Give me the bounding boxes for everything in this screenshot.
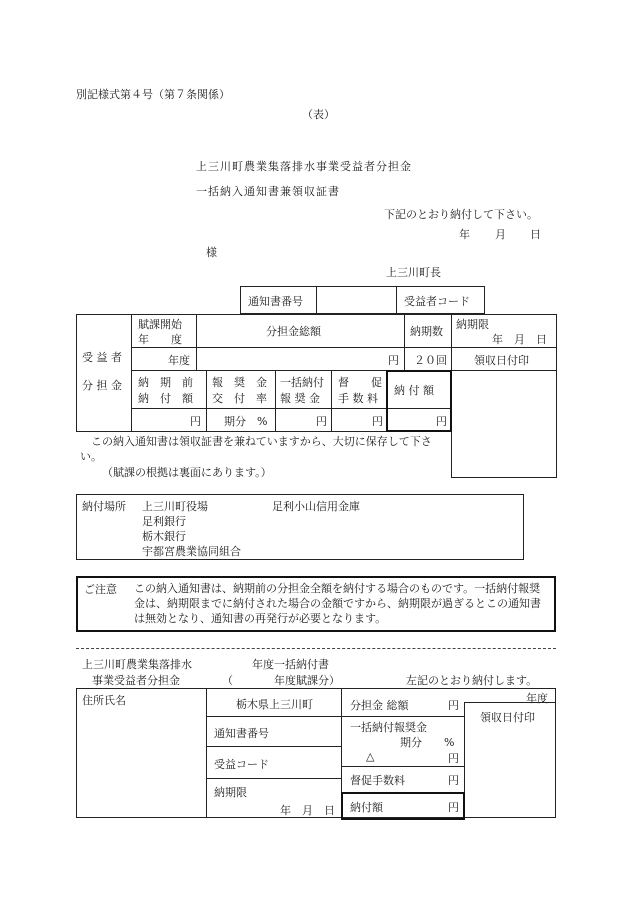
year-suffix: 年度: [168, 354, 190, 367]
total-label: 分担金総額: [266, 325, 321, 338]
stub-receipt-stamp-label: 領収日付印: [480, 711, 535, 724]
document-title-line1: 上三川町農業集落排水事業受益者分担金: [196, 160, 412, 173]
payment-place: 足利小山信用金庫: [272, 500, 360, 513]
stub-notice-number-label: 通知書番号: [214, 727, 269, 740]
payment-label: 納 付 額: [394, 384, 434, 397]
payment-place: 足利銀行: [142, 515, 186, 528]
pre-deadline-label-2: 納 付 額: [138, 392, 193, 405]
stub-paid-text: 左記のとおり納付します。: [406, 674, 538, 687]
collection-fee-label-2: 手 数 料: [338, 392, 378, 405]
collection-fee-yen: 円: [372, 415, 383, 428]
receipt-stamp-label: 領収日付印: [474, 354, 529, 367]
stub-payment-label: 納付額: [350, 801, 383, 814]
document-title-line2: 一括納入通知書兼領収証書: [196, 185, 340, 198]
payment-place: 宇都宮農業協同組合: [142, 545, 241, 558]
stub-deadline-label: 納期限: [214, 786, 247, 799]
lump-reward-yen: 円: [316, 415, 327, 428]
start-year-label-2: 年 度: [138, 333, 182, 346]
caution-text: この納入通知書は、納期前の分担金全額を納付する場合のものです。一括納付報奨金は、納期限までに納付された場合の金額ですから、納期限が過ぎるとこの通知書は無効となり、通知書の再発行が必要となります。: [134, 582, 541, 625]
stub-collection-fee-label: 督促手数料: [350, 774, 405, 787]
form-number: 別記様式第４号（第７条関係）: [76, 88, 230, 101]
stub-payment-yen: 円: [448, 801, 459, 814]
notice-number-label: 通知書番号: [248, 295, 303, 308]
pre-deadline-yen: 円: [190, 415, 201, 428]
stub-triangle: △: [366, 750, 375, 763]
lump-reward-label: 一括納付: [280, 376, 324, 389]
stub-address-label: 住所氏名: [82, 694, 126, 707]
stub-year-label: 年度: [526, 692, 548, 705]
reward-rate-label: 報 奨 金: [212, 376, 267, 389]
stub-org-line1: 上三川町農業集落排水: [82, 658, 192, 671]
stub-org-line2: 事業受益者分担金: [92, 674, 180, 687]
row-label-share: 分 担 金: [82, 379, 122, 392]
beneficiary-code-label: 受益者コード: [404, 295, 470, 308]
installments-label: 納期数: [410, 325, 443, 338]
stub-total-label: 分担金 総額: [350, 699, 409, 712]
collection-fee-label: 督 促: [338, 376, 382, 389]
stub-beneficiary-code-label: 受益コード: [214, 758, 269, 771]
deadline-label: 納期限: [456, 318, 489, 331]
total-yen: 円: [388, 354, 399, 367]
start-year-label: 賦課開始: [138, 318, 182, 331]
deadline-date: 年 月 日: [492, 333, 547, 346]
side-label: （表）: [302, 108, 335, 121]
caution-label: ご注意: [84, 583, 117, 596]
keep-receipt-note: この納入通知書は領収証書を兼ねていますから、大切に保存して下さい。: [80, 435, 432, 463]
date-month: 月: [495, 228, 506, 241]
stub-reward-yen: 円: [448, 752, 459, 765]
stub-collection-fee-yen: 円: [448, 774, 459, 787]
issuer: 上三川町長: [386, 266, 441, 279]
basis-note: （賦課の根拠は裏面にあります。）: [102, 466, 272, 479]
stub-year-assess-open: （: [222, 674, 233, 687]
payment-place: 上三川町役場: [142, 500, 208, 513]
stub-total-yen: 円: [448, 699, 459, 712]
request-text: 下記のとおり納付して下さい。: [384, 208, 538, 221]
honorific: 様: [206, 246, 217, 259]
pre-deadline-label: 納 期 前: [138, 376, 193, 389]
row-label-beneficiary: 受 益 者: [82, 351, 122, 364]
payment-yen: 円: [436, 415, 447, 428]
stub-year-assess: 年度賦課分）: [274, 674, 340, 687]
stub-table: [76, 688, 556, 818]
stub-lump-reward-label: 一括納付報奨金: [350, 721, 427, 734]
payment-places-label: 納付場所: [82, 500, 126, 513]
date-day: 日: [530, 228, 541, 241]
reward-rate-label-2: 交 付 率: [212, 392, 267, 405]
period-pct: 期分 %: [224, 415, 268, 428]
stub-period-label: 期分 %: [400, 736, 455, 749]
date-year: 年: [459, 228, 470, 241]
payment-place: 栃木銀行: [142, 530, 186, 543]
stub-year-lump: 年度一括納付書: [252, 658, 329, 671]
installments-value: ２０回: [414, 354, 447, 367]
cut-line: [76, 648, 556, 649]
stub-town: 栃木県上三川町: [236, 698, 313, 711]
lump-reward-label-2: 報 奨 金: [280, 392, 320, 405]
stub-deadline-date: 年 月 日: [280, 804, 335, 817]
